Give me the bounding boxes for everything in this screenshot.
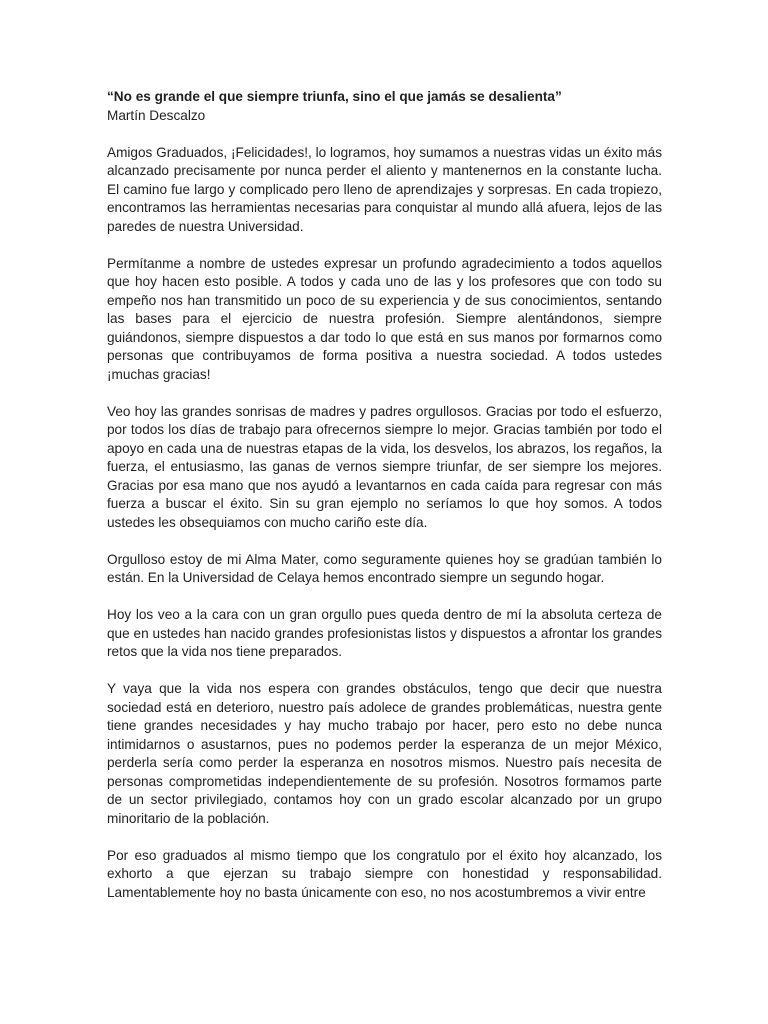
epigraph-author: Martín Descalzo xyxy=(107,107,206,123)
paragraph-5: Hoy los veo a la cara con un gran orgullo pues queda dentro de mí la absoluta certeza de que en ustedes han nacido grandes profesionistas listos y dispuestos a afrontar los grandes retos que la vida nos tiene preparados. xyxy=(107,607,662,659)
document-page xyxy=(107,88,662,902)
epigraph-quote: “No es grande el que siempre triunfa, sino el que jamás se desalienta” xyxy=(107,89,562,104)
paragraph-1: Amigos Graduados, ¡Felicidades!, lo logramos, hoy sumamos a nuestras vidas un éxito más alcanzado precisamente por nunca perder el aliento y mantenernos en la constante lucha. El camino fue largo y complicado pero lleno de aprendizajes y sorpresas. En cada tropiezo, encontramos las herramientas necesarias para conquistar al mundo allá afuera, lejos de las paredes de nuestra Universidad. xyxy=(107,144,662,234)
paragraph-6: Y vaya que la vida nos espera con grandes obstáculos, tengo que decir que nuestra sociedad está en deterioro, nuestro país adolece de grandes problemáticas, nuestra gente tiene grandes necesidades y hay mucho trabajo por hacer, pero esto no debe nunca intimidarnos o asustarnos, pues no podemos perder la esperanza de un mejor México, perderla sería como perder la esperanza en nosotros mismos. Nuestro país necesita de personas comprometidas independientemente de su profesión. Nosotros formamos parte de un sector privilegiado, contamos hoy con un grado escolar alcanzado por un grupo minoritario de la población. xyxy=(107,681,662,826)
paragraph-4: Orgulloso estoy de mi Alma Mater, como seguramente quienes hoy se gradúan también lo están. En la Universidad de Celaya hemos encontrado siempre un segundo hogar. xyxy=(107,551,662,585)
paragraph-2: Permítanme a nombre de ustedes expresar un profundo agradecimiento a todos aquellos que hoy hacen esto posible. A todos y cada uno de las y los profesores que con todo su empeño nos han transmitido un poco de su experiencia y de sus conocimientos, sentando las bases para el ejercicio de nuestra profesión. Siempre alentándonos, siempre guiándonos, siempre dispuestos a dar todo lo que está en sus manos por formarnos como personas que contribuyamos de forma positiva a nuestra sociedad. A todos ustedes ¡muchas gracias! xyxy=(107,255,662,382)
paragraph-7: Por eso graduados al mismo tiempo que los congratulo por el éxito hoy alcanzado, los exhorto a que ejerzan su trabajo siempre con honestidad y responsabilidad. Lamentablemente hoy no basta únicamente con eso, no nos acostumbremos a vivir entre xyxy=(107,847,662,900)
paragraph-3: Veo hoy las grandes sonrisas de madres y padres orgullosos. Gracias por todo el esfuerzo, por todos los días de trabajo para ofrecernos siempre lo mejor. Gracias también por todo el apoyo en cada una de nuestras etapas de la vida, los desvelos, los abrazos, los regaños, la fuerza, el entusiasmo, las ganas de vernos siempre triunfar, de ser siempre los mejores. Gracias por esa mano que nos ayudó a levantarnos en cada caída para regresar con más fuerza a buscar el éxito. Sin su gran ejemplo no seríamos lo que hoy somos. A todos ustedes les obsequiamos con mucho cariño este día. xyxy=(107,403,662,530)
